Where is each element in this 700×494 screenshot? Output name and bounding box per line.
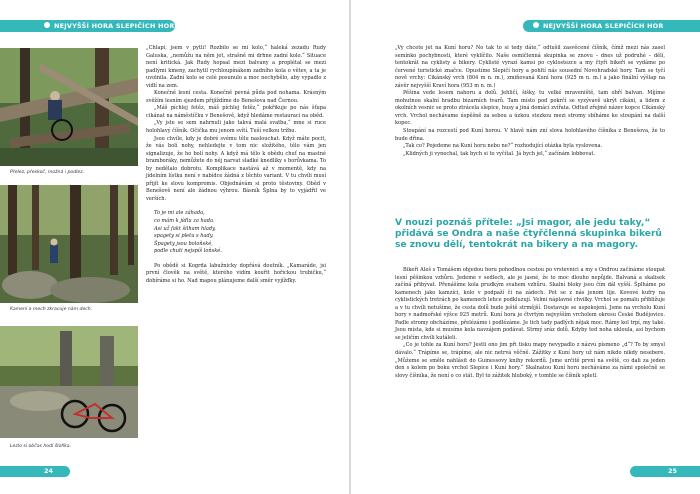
body-text-right-top bbox=[395, 45, 665, 158]
page-number-left: 24 bbox=[0, 466, 70, 477]
paragraph: Jsou chvíle, kdy je dobré svému tělu naslouchat. Když máte pocit, že vás bolí nohy, nehledejte v tom nic složitého, tělo vám jen signalizuje, že ho bolí nohy. A když má tělo k obědu chuť na mastné bramboráky, nemůžete do něj narvat sladké knedlíky s borůvkama. To by nedělalo dobrotu. Komplikace nastává až v momentě, kdy na jídelním lístku není v nabídce žádná z těchto variant. V tu chvíli musí přijít ke slovu kompromis. Objednávám si proto těstoviny. Oběd v Benešově není ale žádnou výhrou. Básník Šplna by to vyjádřil ve verších. bbox=[146, 135, 326, 202]
paragraph: „Vy chcete jet na Kuní horu? No tak to si tedy dáte,“ odtušil zasvěcené číšník, čímž mezi nás zasel semínko pochybnosti, které vyklíčilo. Naše osmičlenná skupinka se znovu – dnes už podruhé – dělí, tentokrát na cyklisty a bikery. Cyklisté vyrazí kamsi po cyklostezce a my čtyři bikeři se vydáme po červené turistické značce. Opustíme Slepičí hory a pohltí nás sousední Novohradské hory. Tam se tyčí nově vrchy: Cikánský vrch (804 m n. m.), zmiňovaná Kuní hora (925 m n. m.) a jako finální výšlap na závěr nejvyšší Kraví hora (953 m n. m.) bbox=[395, 45, 665, 89]
running-head-left: NEJVYŠŠÍ HORA SLEPIČÍCH HOR bbox=[0, 20, 175, 32]
photo-resting-bike bbox=[0, 326, 138, 438]
paragraph: „Klidných ji vynechal, tak bych si to vyčítal. Já bych jel,“ začínám lobbovat. bbox=[403, 150, 595, 157]
poem-line: Špagety jsou boloňské, bbox=[154, 240, 213, 247]
paragraph: Bikeři Aleš s Tomášem objedou horu pohodlnou cestou po vrstevnici a my s Ondrou začínáme stoupat lesní pěšinkou vzhůru. Jedeme v sedlech, ale je jasné, že to moc dlouho nepůjde. Balvaná a skalisek začíná přibývat. Přenášíme kola prudkým svahem vzhůru. Skalní bloky jsou čím dál vyšší. Šplháme po kamenech jako kamzíci, kolo v podpaží či na zádech. Pot se z nás jenom lije. Kovové kufry na cyklistických tretrách po kamenech lehce podkluzují. Velmi náplavné chvilky. Vrchol se pomalu přibližuje a v tu chvíli netušíme, že cesta dolů bude ještě strmější. Dostavuje se uspokojení. Jsme na vrcholu Kuní hory v nadmořské výšce 925 metrů. Kuní hora je čtvrtým nejvyšším vrcholem okresu České Budějovice. Padle stromy obcházíme, přelézáme i podlézáme. Je tich tady padlých nějak moc. Rámy kol trpí, my také. Jsou místa, kde si musíme kola navzájem podávat. Strmý sráz dolů. Kdyby ted noha ukloula, asi bychom se jeličím chvíli kutáleli. bbox=[395, 267, 665, 341]
photo-caption: Přelez, přeskoč, možná i podlez. bbox=[10, 170, 85, 175]
paragraph: „Máš píchlej fetěz, máš píchlej fetěz,“ pokřikuje po nás šťupa cikánat na náměstíčku v Benešově, když hledáme restauraci na oběd. bbox=[146, 105, 326, 119]
photo-caption: Lezlo si občas hodí šlofíka. bbox=[10, 444, 72, 449]
pull-quote: V nouzi poznáš přítele: „Jsi magor, ale jedu taky,“ přidává se Ondra a naše čtyřčlenná skupinka bikerů se znovu dělí, tentokrát na bikery a na magory. bbox=[395, 218, 662, 250]
paragraph: Konečně lesní cesta. Konečně pevná půda pod nohama. Krásným svěžím lesním sjezdem přijíždíme do Benešova nad Černou. bbox=[146, 90, 326, 104]
poem-line: To je mi ale záhada, bbox=[154, 210, 205, 217]
poem-line: spagety si pletu s hady. bbox=[154, 233, 214, 240]
paragraph: Stoupání na rozcestí pod Kuní horou. V hlavě nám zní slova holohlavého číšníka z Benešova, že to bude dřina. bbox=[395, 128, 665, 142]
bullet-icon bbox=[533, 22, 539, 28]
poem-line: co mám k jídlu za hada. bbox=[154, 218, 215, 225]
page-number-right: 25 bbox=[630, 466, 700, 477]
photo-forest-rocks bbox=[0, 185, 138, 303]
body-text-right-bottom bbox=[395, 267, 665, 380]
left-page bbox=[0, 0, 349, 494]
bullet-icon bbox=[44, 22, 50, 28]
paragraph: Pěšina vede lesem nahoru a dolů. Jehličí, šišky, tu velké mraveniště, tam obří balvan. Míjíme mohutnou skalní hradbu bizarních tvarů. Tam místo pod pokrčí se vyzývavě ukrýt cikáni, a lidem z okolních vesnic se proto ztrácela slepice, husy a jiná domácí zvířata. Odtud zřejmě název kopce Cikánský vrch. Vrchol nechávame úspěšně za sebou a úzkou stezkou mezi stromy sbíháme ke stoupání na další kopec. bbox=[395, 90, 665, 127]
paragraph: „Chlapi, jsem v pytli! Rozbilo se mi kolo,“ haleká zezadu Rudy Galuska, „nemůžu na něm jet, strašně mi drhne zadní kolo.“ Situace není kritická. Jak Rudy hopsal mezi balvany a proplétal se mezi padlými kmeny, zachytil rychloupínákem zadního kola o větev, a ta je uvolnila. Zadní kolo se celé posunulo a moc nechybělo, aby vypadlo z vidlí na zem. bbox=[146, 45, 326, 89]
poem-line: Asi už fakt šilham hlady, bbox=[154, 225, 216, 232]
body-text-left bbox=[146, 45, 326, 285]
paragraph: „Vy jste se sem nahrnuli jako takvá malá svatba,“ mne si ruce holohlavý číšník. Očička mu jenom svítí. Tuší velkou tržbu. bbox=[146, 120, 326, 135]
poem bbox=[154, 210, 326, 255]
paragraph: Po obědě si Kogrda labužnicky dopřává doutník. „Kamaráde, jsi první člověk na světě, kterého vidím kouřit hořickou trubičku,“ dobíráme si ho. Nad mapou plánujeme další směr vyjížďky. bbox=[146, 262, 326, 284]
poem-line: podle chuti nejspíš loňské. bbox=[154, 248, 222, 255]
paragraph: „Tak co? Pojedeme na Kuní horu nebo ne?“ rozhodující otázka byla vyslovena. bbox=[403, 143, 603, 150]
running-head-right: NEJVYŠŠÍ HORA SLEPIČÍCH HOR bbox=[523, 20, 700, 32]
photo-fallen-trees bbox=[0, 48, 138, 166]
right-page bbox=[351, 0, 700, 494]
paragraph: „Co je tohle za Kuní horu? Jestli ono jim při tisku mapy nevypadlo z názvu písmeno „d“? To by smysl dávalo.“ Trápíme se, trápíme, ale nic netrvá věčně. Zážitky z Kuní hory už nám nikdo nikdy nesebere. „Můžeme se směle nahlásit do Guinessovy knihy rekordů. Jsme určitě první na světě, co dali za jeden den s kolem po boku vrchol Slepice i Kuní hory.“ Skalnatou Kuní horu necháváme za námi společně se slovy číšníka, že není o co stát. Byl to zážitek hluboký, v tomhle se číšník spletl. bbox=[395, 342, 665, 379]
photo-caption: Kamení a mech zkracuje nám dech. bbox=[10, 307, 93, 312]
